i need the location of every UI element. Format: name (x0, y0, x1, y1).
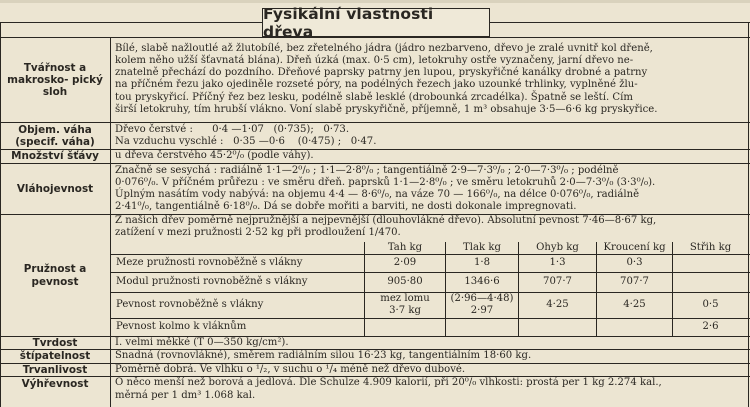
vlaho-line: 0·076⁰/₀. V příčném průřezu : ve směru dřeň. paprsků 1·1—2·8⁰/₀ ; ve směru letokruhů 2·0—7·3⁰/₀ (3·3⁰/₀). (115, 177, 656, 188)
table-cell: 0·5 (702, 299, 719, 310)
title-rule-right (489, 22, 750, 23)
table-row-name: Modul pružnosti rovnoběžně s vlákny (116, 276, 308, 287)
header-tah: Tah kg (387, 242, 423, 253)
tvarnost-line: tou pryskyřicí. Příčný řez bez lesku, podélně slabě lesklé (drobounká zrcadélka). Špatně se leští. Cím (115, 92, 633, 103)
table-cell: 1346·6 (464, 276, 500, 287)
label-vlaho: Vláhojevnost (16, 182, 94, 195)
label-vyhrevnost: Výhřevnost (21, 377, 89, 390)
tvarnost-line: Bílé, slabě nažloutlé až žlutobílé, bez zřetelného jádra (jádro nezbarveno, dřevo je zralé uvnitř kol dřeně, (115, 43, 653, 54)
label-objem: Objem. váha (specif. váha) (15, 123, 95, 148)
pruznost-intro: zatížení v mezi pružnosti 2·52 kg při prodloužení 1/470. (115, 227, 401, 238)
vlaho-line: Úplným nasátím vody nabývá: na objemu 4·4 — 8·6⁰/₀, na váze 70 — 166⁰/₀, na délce 0·076⁰/₀, radiálně (115, 189, 640, 200)
vlaho-line: Značně se sesychá : radiálně 1·1—2⁰/₀ ; 1·1—2·8⁰/₀ ; tangentiálně 2·9—7·3⁰/₀ ; 2·0—7·3⁰/₀ ; podélně (115, 165, 619, 176)
label-column-divider (110, 37, 111, 407)
table-cell: 4·25 (546, 299, 569, 310)
table-cell: mez lomu 3·7 kg (380, 293, 430, 317)
table-cell: (2·96—4·48) 2·97 (450, 293, 514, 317)
row-rule (0, 163, 750, 164)
label-pruznost: Pružnost a pevnost (23, 263, 87, 288)
table-cell: 1·3 (549, 257, 566, 268)
vyhrevnost-line: měrná per 1 dm³ 1.068 kal. (115, 390, 256, 401)
table-cell: 707·7 (543, 276, 572, 287)
table-cell: 0·3 (626, 257, 643, 268)
trvanlivost-text: Poměrně dobrá. Ve vlhku o ¹/₂, v suchu o ¹/₄ méně než dřevo dubové. (115, 364, 466, 375)
tvarnost-line: kolem něho užší šťavnatá blána). Dřeň úzká (max. 0·5 cm), letokruhy ostře vyznačeny, jarní dřevo ne- (115, 55, 634, 66)
top-edge (0, 0, 750, 3)
tvrdost-text: I. velmi měkké (T 0—350 kg/cm²). (115, 337, 289, 348)
label-tvarnost: Tvářnost a makrosko- pický sloh (7, 61, 103, 99)
table-cell: 707·7 (620, 276, 649, 287)
header-tlak: Tlak kg (463, 242, 501, 253)
table-rule (110, 272, 750, 273)
label-trvanlivost: Trvanlivost (22, 363, 88, 376)
table-cell: 2·09 (393, 257, 417, 268)
objem-line: Na vzduchu vyschlé : 0·35 —0·6 (0·475) ; 0·47. (115, 136, 377, 147)
header-strih: Střih kg (689, 242, 732, 253)
table-cell: 4·25 (623, 299, 646, 310)
vlaho-line: 2·41⁰/₀, tangentiálně 6·18⁰/₀. Dá se dobře mořiti a barviti, ne dosti dokonale impregnovati. (115, 201, 577, 212)
label-mnozstvi: Množství šťávy (11, 150, 99, 163)
label-stipatelnost: štípatelnost (19, 350, 91, 363)
stipatelnost-text: Snadná (rovnovlákné), směrem radiálním silou 16·23 kg, tangentiálním 18·60 kg. (115, 350, 532, 361)
page-title: Fysikální vlastnosti dřeva (262, 8, 490, 37)
table-cell: 1·8 (473, 257, 491, 268)
objem-line: Dřevo čerstvé : 0·4 —1·07 (0·735); 0·73. (115, 124, 350, 135)
title-rule-left (0, 22, 262, 23)
pruznost-intro: Z našich dřev poměrně nejpružnější a nejpevnější (dlouhovlákné dřevo). Absolutní pevnost 7·46—8·67 kg, (115, 215, 657, 226)
row-rule (0, 122, 750, 123)
tvarnost-line: na příčném řezu jako ojediněle rozseté póry, na podélných řezech jako uzounké trhlinky, vyplněné žlu- (115, 79, 638, 90)
table-cell: 905·80 (387, 276, 423, 287)
table-row-name: Pevnost kolmo k vláknům (116, 321, 247, 332)
row-rule (0, 37, 750, 38)
mnozstvi-line: u dřeva čerstvého 45·2⁰/₀ (podle váhy). (115, 150, 314, 161)
table-rule (110, 318, 750, 319)
table-row-name: Pevnost rovnoběžně s vlákny (116, 299, 264, 310)
vyhrevnost-line: O něco menší než borová a jedlová. Dle Schulze 4.909 kalorií, při 20⁰/₀ vlhkosti: prostá per 1 kg 2.274 kal., (115, 377, 662, 388)
header-krouceni: Kroucení kg (603, 242, 666, 253)
tvarnost-line: znatelně přechází do pozdního. Dřeňové paprsky patrny jen lupou, pryskyřičné kanálky drobné a patrny (115, 67, 648, 78)
row-rule (0, 336, 750, 337)
header-ohyb: Ohyb kg (536, 242, 579, 253)
tvarnost-line: širší letokruhy, tím hrubší vlákno. Voní slabě pryskyřičně, příjemně, 1 m³ obsahuje 3·5—6·6 kg pryskyřice. (115, 104, 658, 115)
table-row-name: Meze pružnosti rovnoběžně s vlákny (116, 257, 303, 268)
row-rule (0, 149, 750, 150)
label-tvrdost: Tvrdost (32, 336, 78, 349)
table-cell: 2·6 (702, 321, 719, 332)
